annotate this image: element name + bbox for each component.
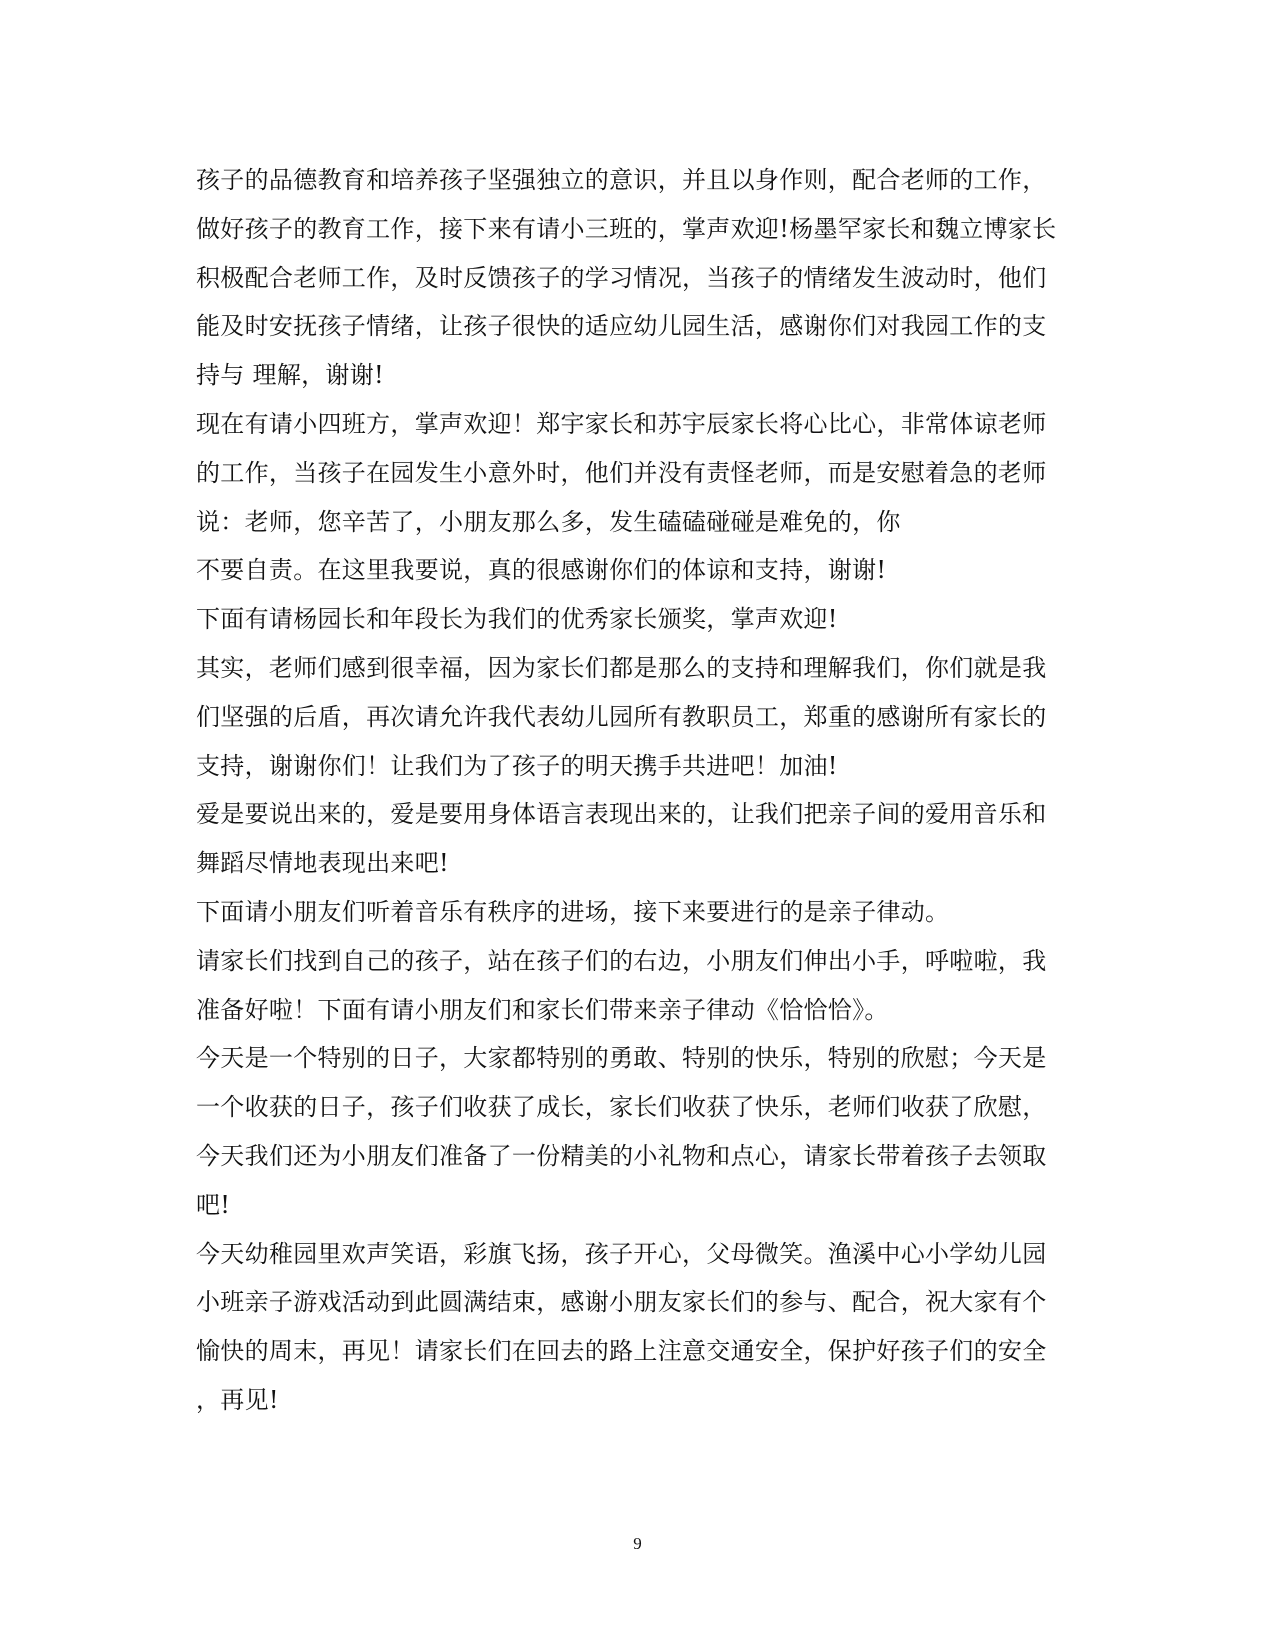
text-line: 吧!: [196, 1190, 231, 1219]
page-number: 9: [633, 1534, 642, 1553]
text-line: 孩子的品德教育和培养孩子坚强独立的意识，并且以身作则，配合老师的工作，: [196, 166, 1047, 194]
text-line: 舞蹈尽情地表现出来吧!: [196, 849, 449, 878]
text-line: 不要自责。在这里我要说，真的很感谢你们的体谅和支持，谢谢!: [196, 556, 887, 585]
text-line: 积极配合老师工作，及时反馈孩子的学习情况，当孩子的情绪发生波动时，他们: [196, 263, 1047, 292]
text-line: 支持，谢谢你们！让我们为了孩子的明天携手共进吧！加油!: [196, 751, 838, 780]
text-line: 下面有请杨园长和年段长为我们的优秀家长颁奖，掌声欢迎!: [196, 605, 838, 634]
text-line: 现在有请小四班方，掌声欢迎！郑宇家长和苏宇辰家长将心比心，非常体谅老师: [196, 409, 1047, 438]
text-line: 愉快的周末，再见！请家长们在回去的路上注意交通安全，保护好孩子们的安全: [196, 1337, 1047, 1366]
text-line: 下面请小朋友们听着音乐有秩序的进场，接下来要进行的是亲子律动。: [196, 897, 950, 926]
text-line: 的工作，当孩子在园发生小意外时，他们并没有责怪老师，而是安慰着急的老师: [196, 458, 1047, 487]
text-line: 能及时安抚孩子情绪，让孩子很快的适应幼儿园生活，感谢你们对我园工作的支: [196, 312, 1047, 341]
text-line: 持与 理解，谢谢!: [196, 361, 384, 390]
text-line: 今天我们还为小朋友们准备了一份精美的小礼物和点心，请家长带着孩子去领取: [196, 1141, 1047, 1170]
text-line: 请家长们找到自己的孩子，站在孩子们的右边，小朋友们伸出小手，呼啦啦，我: [196, 946, 1047, 975]
text-line: 一个收获的日子，孩子们收获了成长，家长们收获了快乐，老师们收获了欣慰，: [196, 1093, 1047, 1122]
text-line: 今天是一个特别的日子，大家都特别的勇敢、特别的快乐，特别的欣慰；今天是: [196, 1044, 1047, 1073]
text-line: 做好孩子的教育工作，接下来有请小三班的，掌声欢迎!杨墨罕家长和魏立博家长: [196, 214, 1057, 243]
text-line: 准备好啦！下面有请小朋友们和家长们带来亲子律动《恰恰恰》。: [196, 995, 889, 1024]
text-line: ，再见!: [196, 1385, 279, 1414]
text-line: 说：老师，您辛苦了，小朋友那么多，发生磕磕碰碰是难免的，你: [196, 507, 901, 536]
body-text: [196, 156, 1096, 1425]
text-line: 小班亲子游戏活动到此圆满结束，感谢小朋友家长们的参与、配合，祝大家有个: [196, 1288, 1047, 1317]
text-line: 爱是要说出来的，爱是要用身体语言表现出来的，让我们把亲子间的爱用音乐和: [196, 800, 1047, 829]
text-line: 今天幼稚园里欢声笑语，彩旗飞扬，孩子开心，父母微笑。渔溪中心小学幼儿园: [196, 1239, 1047, 1268]
text-line: 们坚强的后盾，再次请允许我代表幼儿园所有教职员工，郑重的感谢所有家长的: [196, 702, 1047, 731]
text-line: 其实，老师们感到很幸福，因为家长们都是那么的支持和理解我们，你们就是我: [196, 653, 1047, 682]
